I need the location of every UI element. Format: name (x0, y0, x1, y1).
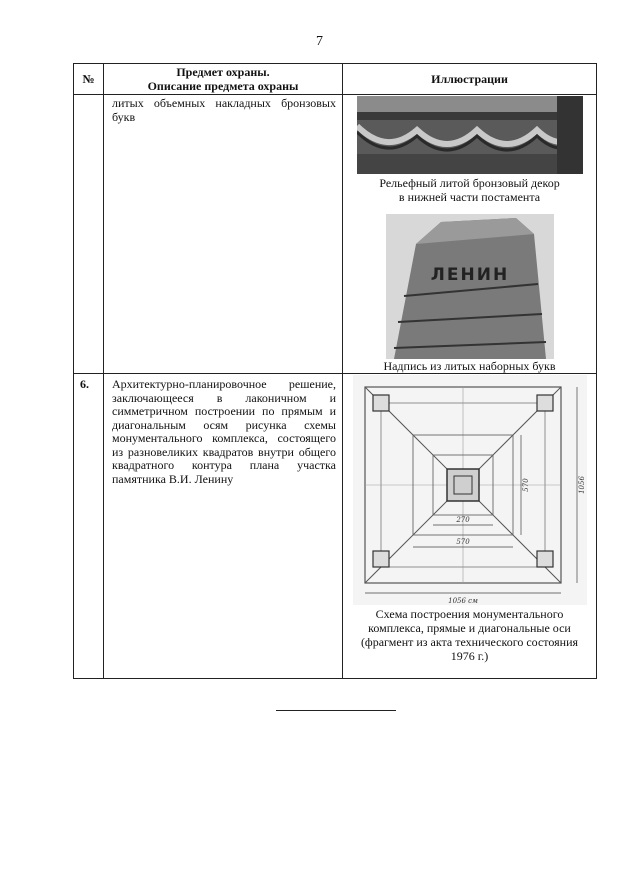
bronze-decor-photo (357, 96, 583, 174)
inscription-text: ЛЕНИН (430, 265, 509, 285)
dim-1056-cm: 1056 см (447, 597, 478, 605)
caption-bronze-decor (343, 176, 596, 204)
row-description (104, 374, 343, 679)
site-plan-scheme (353, 375, 587, 605)
header-number: № (74, 64, 104, 95)
table-row (74, 374, 597, 679)
caption-inscription: Надпись из литых наборных букв (383, 359, 556, 373)
header-illustrations: Иллюстрации (343, 64, 597, 95)
footer-divider (276, 710, 396, 711)
row-number-empty (74, 95, 104, 374)
row-illustrations (343, 374, 597, 679)
header-subject-line1: Предмет охраны. (176, 65, 270, 79)
caption-line: комплекса, прямые и диагональные оси (368, 621, 571, 635)
page-number: 7 (316, 34, 323, 49)
caption-site-plan (343, 607, 596, 663)
description-text: Архитектурно-планировочное решение, заключающееся в лаконичном и симметричном построении по прямым и диагональным осям рисунка схемы монументального комплекса, состоящего из разновеликих квадратов внутри общего квадратного контура плана участка памятника В.И. Ленину (112, 377, 336, 486)
dim-1056-vertical: 1056 (577, 476, 586, 494)
row-number: 6. (74, 374, 104, 679)
table-row (74, 95, 597, 374)
header-subject-line2: Описание предмета охраны (147, 79, 299, 93)
protection-table (73, 63, 597, 679)
dim-570: 570 (455, 538, 470, 546)
header-subject (104, 64, 343, 95)
caption-line: 1976 г.) (450, 649, 489, 663)
dim-270: 270 (455, 516, 470, 524)
caption-line: (фрагмент из акта технического состояния (360, 635, 579, 649)
caption-line: Рельефный литой бронзовый декор (379, 176, 560, 190)
description-text: литых объемных накладных бронзовых букв (112, 96, 336, 124)
caption-line: Схема построения монументального (375, 607, 564, 621)
table-header-row (74, 64, 597, 95)
caption-line: в нижней части постамента (398, 190, 541, 204)
row-illustrations (343, 95, 597, 374)
dim-570-vertical: 570 (521, 478, 530, 492)
inscription-photo (386, 214, 554, 359)
row-description (104, 95, 343, 374)
